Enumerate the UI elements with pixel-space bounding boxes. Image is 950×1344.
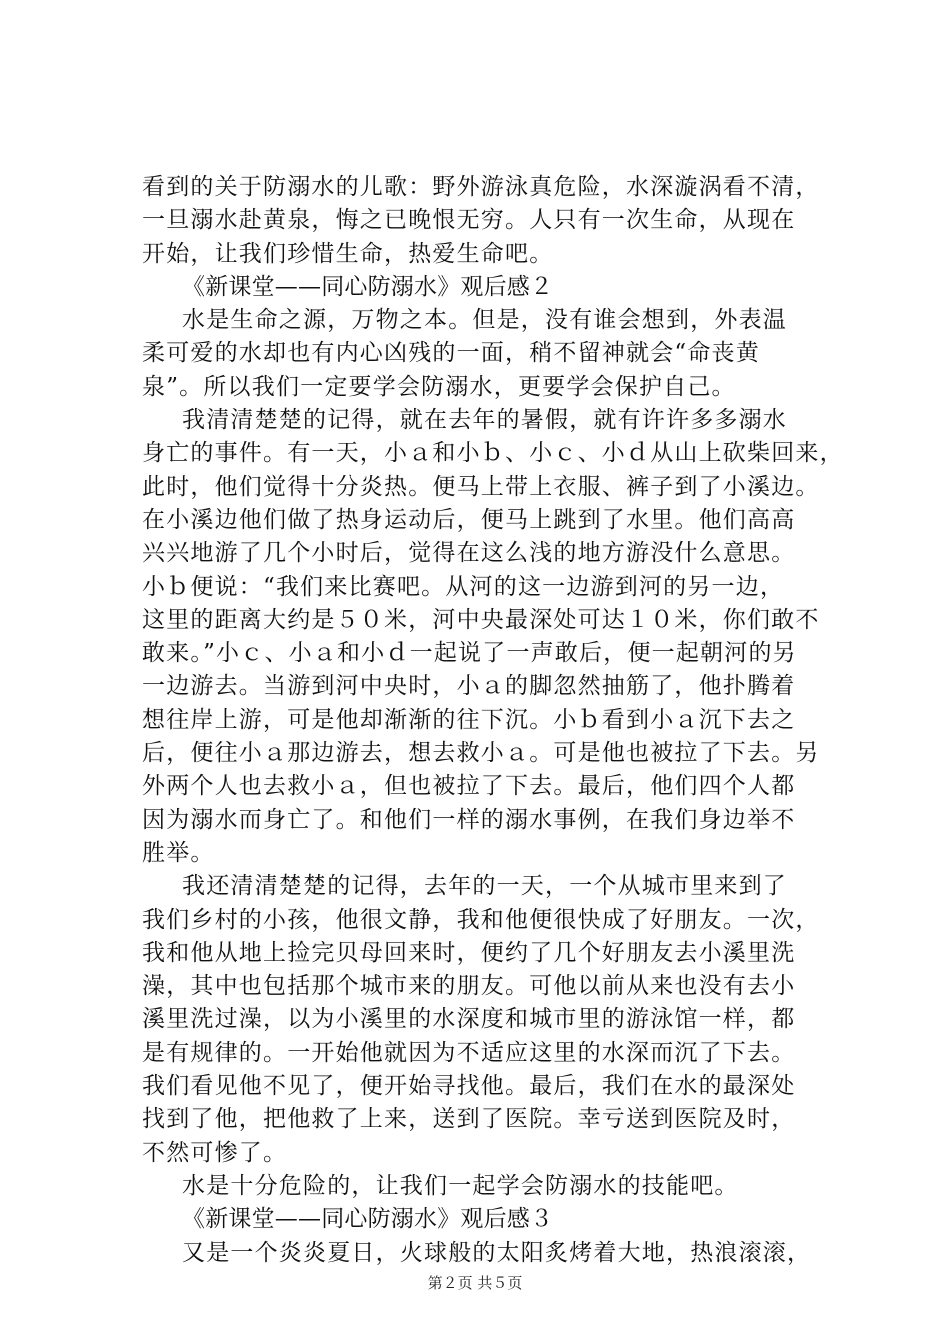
text-line: 我和他从地上捡完贝母回来时，便约了几个好朋友去小溪里洗	[142, 939, 796, 966]
text-line: 此时，他们觉得十分炎热。便马上带上衣服、裤子到了小溪边。	[142, 473, 820, 500]
text-line: 不然可惨了。	[142, 1139, 288, 1166]
section-heading: 《新课堂——同心防溺水》观后感３	[182, 1206, 554, 1233]
text-line: 一边游去。当游到河中央时，小ａ的脚忽然抽筋了，他扑腾着	[142, 673, 796, 700]
text-line: 身亡的事件。有一天，小ａ和小ｂ、小ｃ、小ｄ从山上砍柴回来，	[142, 440, 844, 467]
text-line: 敢来。”小ｃ、小ａ和小ｄ一起说了一声敢后，便一起朝河的另	[142, 640, 797, 667]
text-line: 一旦溺水赴黄泉，悔之已晚恨无穷。人只有一次生命，从现在	[142, 207, 796, 234]
text-line: 又是一个炎炎夏日，火球般的太阳炙烤着大地，热浪滚滚，	[182, 1239, 812, 1266]
text-line: 是有规律的。一开始他就因为不适应这里的水深而沉了下去。	[142, 1039, 796, 1066]
text-line: 想往岸上游，可是他却渐渐的往下沉。小ｂ看到小ａ沉下去之	[142, 706, 796, 733]
text-line: 小ｂ便说：“我们来比赛吧。从河的这一边游到河的另一边，	[142, 573, 785, 600]
text-line: 找到了他，把他救了上来，送到了医院。幸亏送到医院及时，	[142, 1106, 796, 1133]
text-line: 我清清楚楚的记得，就在去年的暑假，就有许许多多溺水	[182, 407, 787, 434]
page-number-footer: 第２页 共５页	[427, 1274, 523, 1292]
section-heading: 《新课堂——同心防溺水》观后感２	[182, 273, 554, 300]
text-line: 后，便往小ａ那边游去，想去救小ａ。可是他也被拉了下去。另	[142, 740, 820, 767]
text-line: 我们看见他不见了，便开始寻找他。最后，我们在水的最深处	[142, 1073, 796, 1100]
text-line: 这里的距离大约是５０米，河中央最深处可达１０米，你们敢不	[142, 606, 820, 633]
text-line: 在小溪边他们做了热身运动后，便马上跳到了水里。他们高高	[142, 506, 796, 533]
document-body	[142, 171, 842, 1270]
text-line: 澡，其中也包括那个城市来的朋友。可他以前从来也没有去小	[142, 973, 796, 1000]
text-line: 因为溺水而身亡了。和他们一样的溺水事例，在我们身边举不	[142, 806, 796, 833]
text-line: 开始，让我们珍惜生命，热爱生命吧。	[142, 240, 554, 267]
text-line: 水是十分危险的，让我们一起学会防溺水的技能吧。	[182, 1172, 739, 1199]
text-line: 泉”。所以我们一定要学会防溺水，更要学会保护自己。	[142, 373, 736, 400]
text-line: 我还清清楚楚的记得，去年的一天，一个从城市里来到了	[182, 873, 787, 900]
text-line: 柔可爱的水却也有内心凶残的一面，稍不留神就会“命丧黄	[142, 340, 760, 367]
text-line: 水是生命之源，万物之本。但是，没有谁会想到，外表温	[182, 307, 787, 334]
text-line: 外两个人也去救小ａ，但也被拉了下去。最后，他们四个人都	[142, 773, 796, 800]
text-line: 溪里洗过澡，以为小溪里的水深度和城市里的游泳馆一样，都	[142, 1006, 796, 1033]
text-line: 兴兴地游了几个小时后，觉得在这么浅的地方游没什么意思。	[142, 540, 796, 567]
text-line: 看到的关于防溺水的儿歌：野外游泳真危险，水深漩涡看不清，	[142, 174, 820, 200]
text-line: 胜举。	[142, 839, 215, 866]
text-line: 我们乡村的小孩，他很文静，我和他便很快成了好朋友。一次，	[142, 906, 820, 933]
